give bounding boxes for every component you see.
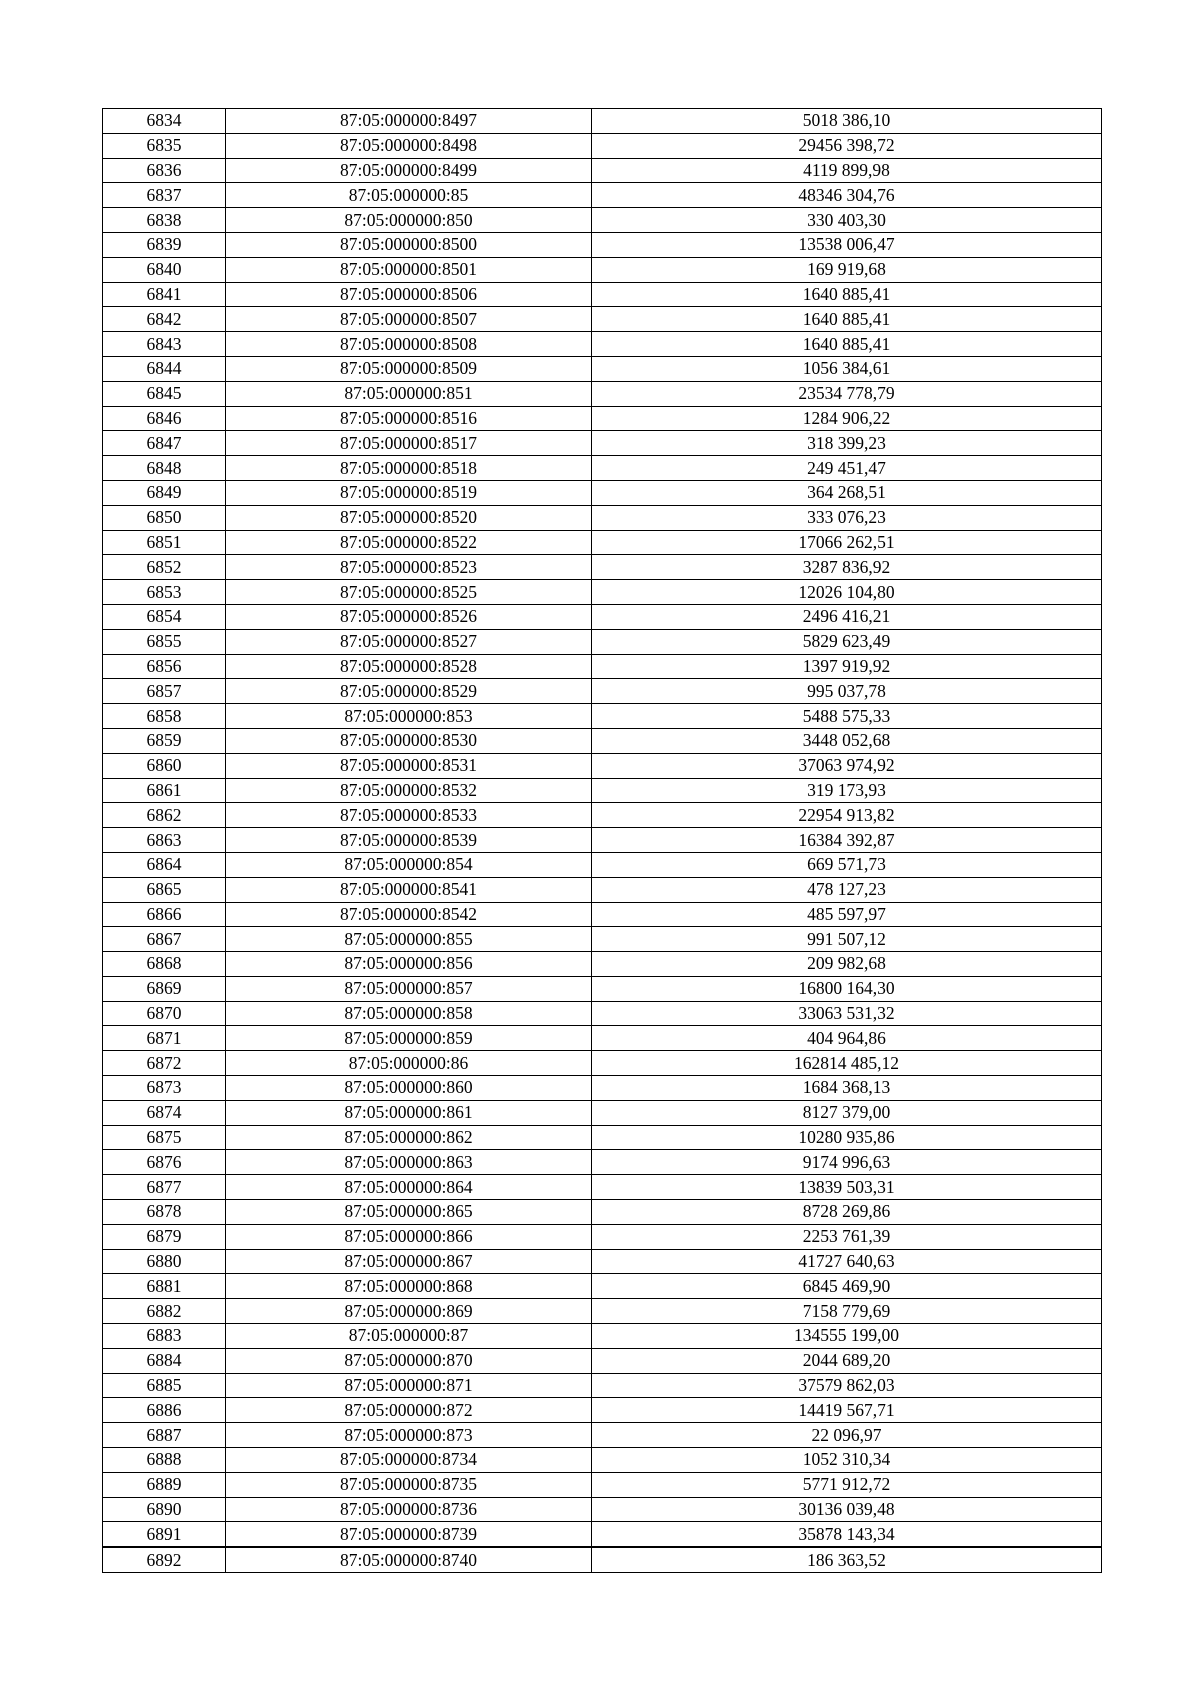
row-number-cell: 6837 [103,183,226,208]
value-cell: 23534 778,79 [592,381,1102,406]
table-row [103,629,1102,654]
cadastral-number-cell: 87:05:000000:861 [226,1100,592,1125]
value-cell: 48346 304,76 [592,183,1102,208]
table-row [103,679,1102,704]
cadastral-number-cell: 87:05:000000:8533 [226,803,592,828]
row-number-cell: 6870 [103,1001,226,1026]
cadastral-number-cell: 87:05:000000:86 [226,1051,592,1076]
value-cell: 186 363,52 [592,1547,1102,1572]
row-number-cell: 6838 [103,208,226,233]
value-cell: 1684 368,13 [592,1076,1102,1101]
row-number-cell: 6834 [103,109,226,134]
value-cell: 8728 269,86 [592,1200,1102,1225]
table-row [103,728,1102,753]
row-number-cell: 6852 [103,555,226,580]
cadastral-number-cell: 87:05:000000:871 [226,1373,592,1398]
value-cell: 991 507,12 [592,927,1102,952]
row-number-cell: 6875 [103,1125,226,1150]
row-number-cell: 6869 [103,976,226,1001]
cadastral-number-cell: 87:05:000000:8525 [226,580,592,605]
cadastral-number-cell: 87:05:000000:8508 [226,332,592,357]
row-number-cell: 6848 [103,456,226,481]
row-number-cell: 6860 [103,753,226,778]
row-number-cell: 6864 [103,852,226,877]
table-row [103,257,1102,282]
table-row [103,1299,1102,1324]
value-cell: 162814 485,12 [592,1051,1102,1076]
table-row [103,877,1102,902]
table-row [103,1547,1102,1572]
cadastral-number-cell: 87:05:000000:8532 [226,778,592,803]
value-cell: 37579 862,03 [592,1373,1102,1398]
row-number-cell: 6861 [103,778,226,803]
cadastral-number-cell: 87:05:000000:8497 [226,109,592,134]
row-number-cell: 6888 [103,1448,226,1473]
table-row [103,704,1102,729]
value-cell: 22954 913,82 [592,803,1102,828]
row-number-cell: 6853 [103,580,226,605]
value-cell: 330 403,30 [592,208,1102,233]
cadastral-number-cell: 87:05:000000:865 [226,1200,592,1225]
cadastral-number-cell: 87:05:000000:8526 [226,604,592,629]
cadastral-number-cell: 87:05:000000:873 [226,1423,592,1448]
value-cell: 5488 575,33 [592,704,1102,729]
value-cell: 2496 416,21 [592,604,1102,629]
row-number-cell: 6886 [103,1398,226,1423]
value-cell: 5771 912,72 [592,1472,1102,1497]
table-row [103,381,1102,406]
table-row [103,1472,1102,1497]
row-number-cell: 6855 [103,629,226,654]
row-number-cell: 6867 [103,927,226,952]
table-row [103,480,1102,505]
value-cell: 13538 006,47 [592,232,1102,257]
row-number-cell: 6847 [103,431,226,456]
table-row [103,952,1102,977]
value-cell: 7158 779,69 [592,1299,1102,1324]
cadastral-number-cell: 87:05:000000:860 [226,1076,592,1101]
value-cell: 2044 689,20 [592,1348,1102,1373]
cadastral-number-cell: 87:05:000000:8530 [226,728,592,753]
cadastral-number-cell: 87:05:000000:8506 [226,282,592,307]
table-row [103,1026,1102,1051]
row-number-cell: 6839 [103,232,226,257]
value-cell: 5829 623,49 [592,629,1102,654]
row-number-cell: 6868 [103,952,226,977]
value-cell: 16800 164,30 [592,976,1102,1001]
row-number-cell: 6843 [103,332,226,357]
cadastral-number-cell: 87:05:000000:869 [226,1299,592,1324]
value-cell: 29456 398,72 [592,133,1102,158]
value-cell: 669 571,73 [592,852,1102,877]
row-number-cell: 6892 [103,1547,226,1572]
row-number-cell: 6882 [103,1299,226,1324]
cadastral-number-cell: 87:05:000000:8519 [226,480,592,505]
table-row [103,852,1102,877]
table-row [103,307,1102,332]
table-row [103,282,1102,307]
row-number-cell: 6890 [103,1497,226,1522]
cadastral-number-cell: 87:05:000000:8523 [226,555,592,580]
value-cell: 4119 899,98 [592,158,1102,183]
cadastral-number-cell: 87:05:000000:8499 [226,158,592,183]
cadastral-number-cell: 87:05:000000:8527 [226,629,592,654]
row-number-cell: 6845 [103,381,226,406]
value-cell: 3448 052,68 [592,728,1102,753]
cadastral-number-cell: 87:05:000000:859 [226,1026,592,1051]
value-cell: 169 919,68 [592,257,1102,282]
table-row [103,356,1102,381]
value-cell: 16384 392,87 [592,828,1102,853]
cadastral-number-cell: 87:05:000000:8529 [226,679,592,704]
cadastral-number-cell: 87:05:000000:858 [226,1001,592,1026]
value-cell: 1640 885,41 [592,332,1102,357]
table-row [103,456,1102,481]
cadastral-number-cell: 87:05:000000:8531 [226,753,592,778]
row-number-cell: 6876 [103,1150,226,1175]
table-row [103,1076,1102,1101]
cadastral-number-cell: 87:05:000000:866 [226,1224,592,1249]
value-cell: 37063 974,92 [592,753,1102,778]
row-number-cell: 6859 [103,728,226,753]
row-number-cell: 6872 [103,1051,226,1076]
table-body [103,109,1102,1573]
table-row [103,1150,1102,1175]
row-number-cell: 6850 [103,505,226,530]
table-row [103,1224,1102,1249]
value-cell: 333 076,23 [592,505,1102,530]
cadastral-number-cell: 87:05:000000:854 [226,852,592,877]
cadastral-number-cell: 87:05:000000:867 [226,1249,592,1274]
cadastral-number-cell: 87:05:000000:868 [226,1274,592,1299]
row-number-cell: 6863 [103,828,226,853]
value-cell: 478 127,23 [592,877,1102,902]
value-cell: 364 268,51 [592,480,1102,505]
cadastral-number-cell: 87:05:000000:863 [226,1150,592,1175]
table-row [103,1522,1102,1547]
value-cell: 319 173,93 [592,778,1102,803]
value-cell: 1056 384,61 [592,356,1102,381]
cadastral-number-cell: 87:05:000000:8734 [226,1448,592,1473]
row-number-cell: 6865 [103,877,226,902]
table-row [103,1373,1102,1398]
value-cell: 6845 469,90 [592,1274,1102,1299]
value-cell: 35878 143,34 [592,1522,1102,1547]
value-cell: 3287 836,92 [592,555,1102,580]
value-cell: 2253 761,39 [592,1224,1102,1249]
cadastral-number-cell: 87:05:000000:8509 [226,356,592,381]
row-number-cell: 6871 [103,1026,226,1051]
value-cell: 209 982,68 [592,952,1102,977]
table-row [103,828,1102,853]
table-row [103,232,1102,257]
cadastral-number-cell: 87:05:000000:850 [226,208,592,233]
table-row [103,1249,1102,1274]
table-row [103,158,1102,183]
cadastral-number-cell: 87:05:000000:8501 [226,257,592,282]
row-number-cell: 6883 [103,1324,226,1349]
row-number-cell: 6846 [103,406,226,431]
cadastral-number-cell: 87:05:000000:8541 [226,877,592,902]
value-cell: 14419 567,71 [592,1398,1102,1423]
table-row [103,1051,1102,1076]
value-cell: 5018 386,10 [592,109,1102,134]
cadastral-number-cell: 87:05:000000:8736 [226,1497,592,1522]
cadastral-number-cell: 87:05:000000:87 [226,1324,592,1349]
table-row [103,332,1102,357]
row-number-cell: 6885 [103,1373,226,1398]
table-row [103,976,1102,1001]
row-number-cell: 6854 [103,604,226,629]
table-row [103,654,1102,679]
row-number-cell: 6840 [103,257,226,282]
row-number-cell: 6881 [103,1274,226,1299]
row-number-cell: 6884 [103,1348,226,1373]
value-cell: 1284 906,22 [592,406,1102,431]
cadastral-number-cell: 87:05:000000:85 [226,183,592,208]
row-number-cell: 6862 [103,803,226,828]
row-number-cell: 6836 [103,158,226,183]
table-row [103,1001,1102,1026]
table-row [103,1423,1102,1448]
table-row [103,505,1102,530]
row-number-cell: 6842 [103,307,226,332]
cadastral-number-cell: 87:05:000000:853 [226,704,592,729]
cadastral-number-cell: 87:05:000000:8528 [226,654,592,679]
row-number-cell: 6873 [103,1076,226,1101]
table-row [103,927,1102,952]
cadastral-number-cell: 87:05:000000:872 [226,1398,592,1423]
row-number-cell: 6879 [103,1224,226,1249]
table-row [103,555,1102,580]
cadastral-number-cell: 87:05:000000:862 [226,1125,592,1150]
table-row [103,1175,1102,1200]
table-row [103,604,1102,629]
table-row [103,530,1102,555]
table-row [103,133,1102,158]
row-number-cell: 6877 [103,1175,226,1200]
cadastral-number-cell: 87:05:000000:8740 [226,1547,592,1572]
row-number-cell: 6835 [103,133,226,158]
table-row [103,778,1102,803]
row-number-cell: 6889 [103,1472,226,1497]
value-cell: 1052 310,34 [592,1448,1102,1473]
table-row [103,1100,1102,1125]
table-row [103,753,1102,778]
table-row [103,406,1102,431]
cadastral-number-cell: 87:05:000000:8542 [226,902,592,927]
table-row [103,431,1102,456]
row-number-cell: 6856 [103,654,226,679]
table-row [103,1324,1102,1349]
value-cell: 404 964,86 [592,1026,1102,1051]
table-row [103,1497,1102,1522]
table-row [103,1348,1102,1373]
table-row [103,183,1102,208]
cadastral-number-cell: 87:05:000000:8516 [226,406,592,431]
table-row [103,1125,1102,1150]
data-table [102,108,1102,1573]
cadastral-number-cell: 87:05:000000:8539 [226,828,592,853]
cadastral-number-cell: 87:05:000000:8522 [226,530,592,555]
cadastral-number-cell: 87:05:000000:8507 [226,307,592,332]
value-cell: 485 597,97 [592,902,1102,927]
value-cell: 1640 885,41 [592,307,1102,332]
table-row [103,580,1102,605]
table-row [103,1200,1102,1225]
cadastral-number-cell: 87:05:000000:864 [226,1175,592,1200]
table-row [103,803,1102,828]
table-row [103,1448,1102,1473]
value-cell: 9174 996,63 [592,1150,1102,1175]
table-row [103,1274,1102,1299]
cadastral-number-cell: 87:05:000000:8498 [226,133,592,158]
cadastral-number-cell: 87:05:000000:856 [226,952,592,977]
row-number-cell: 6841 [103,282,226,307]
cadastral-number-cell: 87:05:000000:855 [226,927,592,952]
value-cell: 134555 199,00 [592,1324,1102,1349]
table-row [103,109,1102,134]
cadastral-number-cell: 87:05:000000:8518 [226,456,592,481]
table-row [103,208,1102,233]
row-number-cell: 6874 [103,1100,226,1125]
value-cell: 22 096,97 [592,1423,1102,1448]
value-cell: 10280 935,86 [592,1125,1102,1150]
cadastral-number-cell: 87:05:000000:851 [226,381,592,406]
value-cell: 8127 379,00 [592,1100,1102,1125]
row-number-cell: 6857 [103,679,226,704]
cadastral-number-cell: 87:05:000000:8520 [226,505,592,530]
cadastral-number-cell: 87:05:000000:8500 [226,232,592,257]
value-cell: 17066 262,51 [592,530,1102,555]
row-number-cell: 6880 [103,1249,226,1274]
value-cell: 249 451,47 [592,456,1102,481]
value-cell: 995 037,78 [592,679,1102,704]
value-cell: 1640 885,41 [592,282,1102,307]
cadastral-number-cell: 87:05:000000:857 [226,976,592,1001]
row-number-cell: 6891 [103,1522,226,1547]
value-cell: 33063 531,32 [592,1001,1102,1026]
row-number-cell: 6844 [103,356,226,381]
row-number-cell: 6849 [103,480,226,505]
cadastral-number-cell: 87:05:000000:8735 [226,1472,592,1497]
value-cell: 41727 640,63 [592,1249,1102,1274]
row-number-cell: 6866 [103,902,226,927]
value-cell: 318 399,23 [592,431,1102,456]
value-cell: 13839 503,31 [592,1175,1102,1200]
cadastral-number-cell: 87:05:000000:8739 [226,1522,592,1547]
table-row [103,1398,1102,1423]
value-cell: 12026 104,80 [592,580,1102,605]
row-number-cell: 6851 [103,530,226,555]
value-cell: 1397 919,92 [592,654,1102,679]
table-row [103,902,1102,927]
cadastral-number-cell: 87:05:000000:870 [226,1348,592,1373]
value-cell: 30136 039,48 [592,1497,1102,1522]
row-number-cell: 6878 [103,1200,226,1225]
row-number-cell: 6858 [103,704,226,729]
row-number-cell: 6887 [103,1423,226,1448]
cadastral-number-cell: 87:05:000000:8517 [226,431,592,456]
